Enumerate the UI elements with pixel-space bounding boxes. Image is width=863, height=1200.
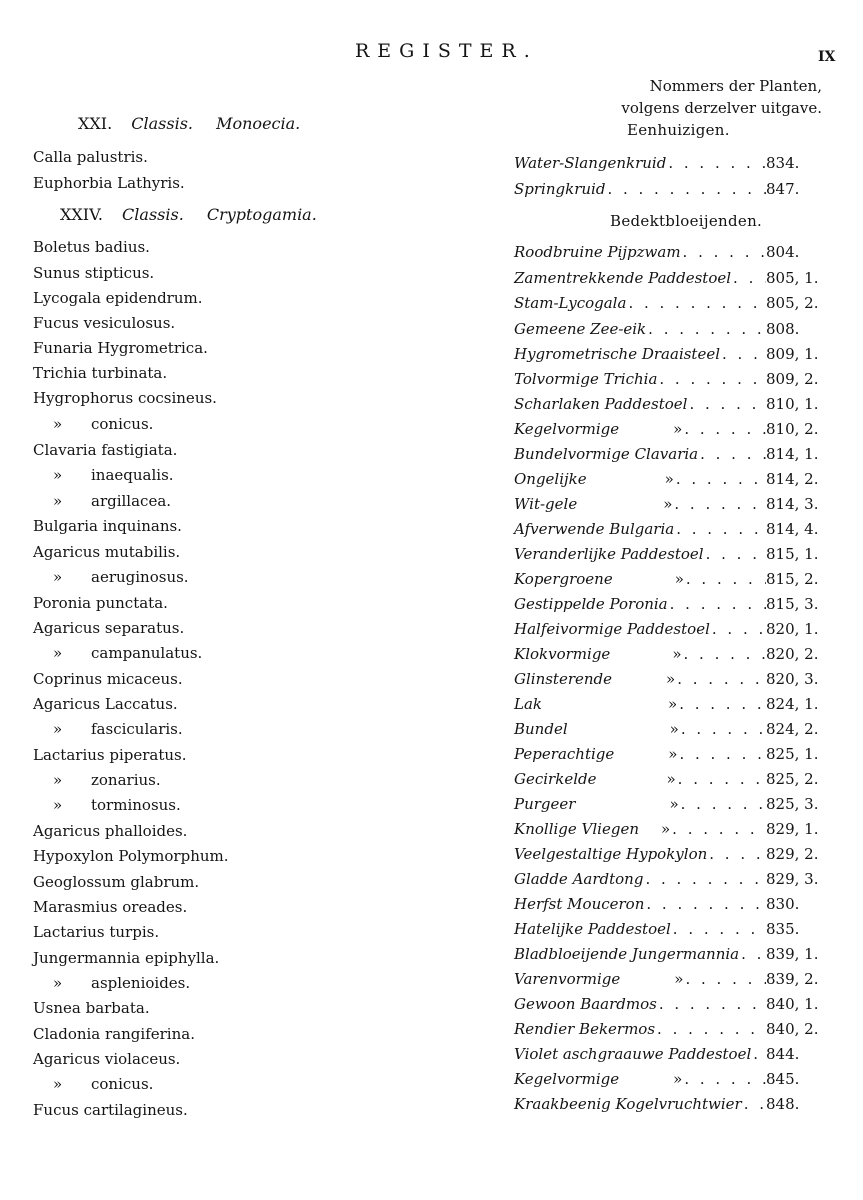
- dot-leader: [731, 267, 766, 289]
- plate-number: 815, 2.: [766, 570, 819, 588]
- latin-entry: [33, 972, 190, 994]
- latin-name: Boletus badius.: [33, 238, 150, 256]
- page-title: REGISTER.: [355, 40, 538, 62]
- dot-leader: [646, 318, 766, 340]
- latin-name: campanulatus.: [91, 644, 203, 662]
- dutch-entry: [514, 1068, 824, 1090]
- dot-leader: [674, 468, 766, 490]
- latin-entry: [33, 1048, 180, 1070]
- dutch-name: Bundel: [514, 720, 568, 738]
- column-heading-line2: volgens derzelver uitgave.: [621, 99, 822, 117]
- dutch-entry: [514, 893, 824, 915]
- plate-number: 829, 3.: [766, 870, 819, 888]
- dot-leader: [605, 178, 766, 200]
- latin-entry: [33, 769, 161, 791]
- dutch-name: Gestippelde Poronia: [514, 595, 668, 613]
- dutch-entry: [514, 1043, 824, 1065]
- dutch-name: Hygrometrische Draaisteel: [514, 345, 721, 363]
- ditto-mark: »: [53, 492, 63, 510]
- dot-leader: [674, 518, 766, 540]
- plate-number: 809, 1.: [766, 345, 819, 363]
- latin-entry: [33, 592, 168, 614]
- dutch-entry: [514, 468, 824, 490]
- dot-leader: [672, 493, 766, 515]
- latin-entry: [33, 490, 171, 512]
- section-roman: XXIV.: [60, 205, 103, 224]
- dutch-name: Herfst Mouceron: [514, 895, 645, 913]
- latin-name: Funaria Hygrometrica.: [33, 339, 208, 357]
- dutch-entry: [514, 768, 824, 790]
- dutch-name: Knollige Vliegen: [514, 820, 639, 838]
- latin-entry: [33, 1073, 153, 1095]
- subheading-bedektbloeijenden: Bedektbloeijenden.: [610, 212, 763, 230]
- ditto-mark: »: [53, 644, 63, 662]
- dutch-name: Kegelvormige: [514, 420, 620, 438]
- plate-number: 845.: [766, 1070, 800, 1088]
- latin-name: asplenioides.: [91, 974, 191, 992]
- dutch-entry: [514, 267, 824, 289]
- latin-name: Agaricus mutabilis.: [33, 543, 181, 561]
- section-name: Monoecia.: [216, 114, 301, 133]
- dutch-name: Wit-gele: [514, 495, 578, 513]
- dutch-name: Kraakbeenig Kogelvruchtwier: [514, 1095, 742, 1113]
- plate-number: 829, 1.: [766, 820, 819, 838]
- dutch-entry: [514, 178, 824, 200]
- dutch-name: Lak: [514, 695, 542, 713]
- dutch-entry: [514, 993, 824, 1015]
- dutch-entry: [514, 443, 824, 465]
- dot-leader: [742, 1093, 766, 1115]
- plate-number: 848.: [766, 1095, 800, 1113]
- dot-leader: [657, 368, 766, 390]
- latin-entry: [33, 312, 175, 334]
- ditto-mark: »: [668, 695, 678, 713]
- dot-leader: [681, 241, 766, 263]
- plate-number: 809, 2.: [766, 370, 819, 388]
- plate-number: 815, 1.: [766, 545, 819, 563]
- dot-leader: [704, 543, 766, 565]
- plate-number: 834.: [766, 154, 800, 172]
- latin-entry: [33, 236, 150, 258]
- dutch-name: Peperachtige: [514, 745, 615, 763]
- dutch-entry: [514, 1018, 824, 1040]
- latin-name: zonarius.: [91, 771, 161, 789]
- dutch-entry: [514, 918, 824, 940]
- ditto-mark: »: [53, 720, 63, 738]
- plate-number: 814, 3.: [766, 495, 819, 513]
- ditto-mark: »: [53, 415, 63, 433]
- dutch-entry: [514, 843, 824, 865]
- dutch-name: Klokvormige: [514, 645, 611, 663]
- ditto-mark: »: [674, 570, 684, 588]
- dot-leader: [643, 868, 766, 890]
- latin-entry: [33, 413, 153, 435]
- plate-number: 814, 1.: [766, 445, 819, 463]
- plate-number: 814, 4.: [766, 520, 819, 538]
- dutch-name: Glinsterende: [514, 670, 613, 688]
- latin-entry: [33, 387, 217, 409]
- plate-number: 824, 1.: [766, 695, 819, 713]
- latin-name: conicus.: [91, 415, 154, 433]
- latin-name: torminosus.: [91, 796, 181, 814]
- plate-number: 820, 1.: [766, 620, 819, 638]
- ditto-mark: »: [53, 974, 63, 992]
- dot-leader: [655, 1018, 766, 1040]
- dutch-name: Afverwende Bulgaria: [514, 520, 675, 538]
- dutch-entry: [514, 518, 824, 540]
- latin-name: Trichia turbinata.: [33, 364, 168, 382]
- dot-leader: [679, 793, 766, 815]
- dutch-name: Purgeer: [514, 795, 576, 813]
- dot-leader: [677, 693, 766, 715]
- dutch-entry: [514, 693, 824, 715]
- latin-name: Agaricus Laccatus.: [33, 695, 178, 713]
- dutch-entry: [514, 943, 824, 965]
- latin-entry: [33, 566, 189, 588]
- dot-leader: [683, 968, 766, 990]
- latin-entry: [33, 642, 202, 664]
- dutch-name: Varenvormige: [514, 970, 621, 988]
- latin-name: inaequalis.: [91, 466, 174, 484]
- ditto-mark: »: [53, 1075, 63, 1093]
- section-classis: Classis.: [122, 205, 184, 224]
- dutch-name: Veelgestaltige Hypokylon: [514, 845, 708, 863]
- ditto-mark: »: [673, 1070, 683, 1088]
- dot-leader: [682, 643, 767, 665]
- dutch-entry: [514, 368, 824, 390]
- dutch-name: Rendier Bekermos: [514, 1020, 656, 1038]
- dutch-entry: [514, 493, 824, 515]
- dutch-name: Bladbloeijende Jungermannia: [514, 945, 740, 963]
- latin-name: fascicularis.: [91, 720, 183, 738]
- plate-number: 839, 2.: [766, 970, 819, 988]
- dutch-entry: [514, 418, 824, 440]
- plate-number: 815, 3.: [766, 595, 819, 613]
- plate-number: 839, 1.: [766, 945, 819, 963]
- latin-entry: [33, 1099, 188, 1121]
- ditto-mark: »: [53, 796, 63, 814]
- dutch-entry: [514, 543, 824, 565]
- section-heading-cryptogamia: [60, 205, 317, 224]
- dutch-name: Ongelijke: [514, 470, 587, 488]
- latin-name: Marasmius oreades.: [33, 898, 188, 916]
- dutch-entry: [514, 793, 824, 815]
- dot-leader: [626, 292, 766, 314]
- latin-entry: [33, 1023, 195, 1045]
- latin-entry: [33, 744, 187, 766]
- dutch-name: Kopergroene: [514, 570, 613, 588]
- latin-entry: [33, 172, 185, 194]
- ditto-mark: »: [672, 645, 682, 663]
- dot-leader: [670, 818, 766, 840]
- dot-leader: [739, 943, 766, 965]
- plate-number: 805, 1.: [766, 269, 819, 287]
- plate-number: 820, 2.: [766, 645, 819, 663]
- latin-entry: [33, 287, 203, 309]
- dot-leader: [676, 768, 766, 790]
- dutch-entry: [514, 393, 824, 415]
- dot-leader: [671, 918, 766, 940]
- latin-name: Usnea barbata.: [33, 999, 150, 1017]
- ditto-mark: »: [664, 470, 674, 488]
- plate-number: 808.: [766, 320, 800, 338]
- latin-name: argillacea.: [91, 492, 172, 510]
- plate-number: 805, 2.: [766, 294, 819, 312]
- plate-number: 814, 2.: [766, 470, 819, 488]
- subheading-eenhuizigen: Eenhuizigen.: [627, 121, 730, 139]
- dot-leader: [720, 343, 766, 365]
- dot-leader: [657, 993, 766, 1015]
- ditto-mark: »: [53, 466, 63, 484]
- latin-entry: [33, 718, 183, 740]
- latin-entry: [33, 262, 154, 284]
- dutch-entry: [514, 318, 824, 340]
- plate-number: 825, 3.: [766, 795, 819, 813]
- plate-number: 830.: [766, 895, 800, 913]
- plate-number: 820, 3.: [766, 670, 819, 688]
- dutch-name: Veranderlijke Paddestoel: [514, 545, 704, 563]
- dot-leader: [682, 1068, 766, 1090]
- dutch-name: Halfeivormige Paddestoel: [514, 620, 710, 638]
- dot-leader: [677, 743, 766, 765]
- dot-leader: [710, 618, 766, 640]
- dutch-name: Gewoon Baardmos: [514, 995, 657, 1013]
- latin-name: Calla palustris.: [33, 148, 148, 166]
- ditto-mark: »: [674, 970, 684, 988]
- dutch-entry: [514, 818, 824, 840]
- latin-name: Agaricus separatus.: [33, 619, 185, 637]
- page-number: IX: [818, 49, 836, 65]
- dutch-entry: [514, 868, 824, 890]
- latin-name: Fucus vesiculosus.: [33, 314, 176, 332]
- latin-name: Hygrophorus cocsineus.: [33, 389, 217, 407]
- plate-number: 810, 2.: [766, 420, 819, 438]
- latin-entry: [33, 871, 199, 893]
- dutch-entry: [514, 668, 824, 690]
- latin-name: Agaricus violaceus.: [33, 1050, 181, 1068]
- dot-leader: [679, 718, 766, 740]
- ditto-mark: »: [53, 771, 63, 789]
- latin-entry: [33, 820, 187, 842]
- latin-name: Euphorbia Lathyris.: [33, 174, 185, 192]
- ditto-mark: »: [673, 420, 683, 438]
- dutch-name: Violet aschgraauwe Paddestoel: [514, 1045, 752, 1063]
- latin-entry: [33, 845, 229, 867]
- latin-entry: [33, 947, 219, 969]
- latin-entry: [33, 921, 159, 943]
- section-classis: Classis.: [131, 114, 194, 133]
- ditto-mark: »: [669, 720, 679, 738]
- dutch-entry: [514, 241, 824, 263]
- plate-number: 840, 1.: [766, 995, 819, 1013]
- dutch-entry: [514, 152, 824, 174]
- latin-entry: [33, 693, 178, 715]
- plate-number: 840, 2.: [766, 1020, 819, 1038]
- ditto-mark: »: [668, 745, 678, 763]
- dot-leader: [751, 1043, 766, 1065]
- dot-leader: [698, 443, 766, 465]
- latin-entry: [33, 997, 150, 1019]
- dutch-entry: [514, 618, 824, 640]
- dot-leader: [668, 593, 766, 615]
- latin-name: Fucus cartilagineus.: [33, 1101, 188, 1119]
- section-name: Cryptogamia.: [206, 205, 317, 224]
- dutch-name: Kegelvormige: [514, 1070, 620, 1088]
- dutch-name: Gemeene Zee-eik: [514, 320, 647, 338]
- dutch-name: Springkruid: [514, 180, 606, 198]
- dot-leader: [707, 843, 766, 865]
- latin-name: Jungermannia epiphylla.: [33, 949, 220, 967]
- latin-name: Cladonia rangiferina.: [33, 1025, 195, 1043]
- latin-name: Geoglossum glabrum.: [33, 873, 200, 891]
- section-roman: XXI.: [78, 114, 113, 133]
- dutch-name: Zamentrekkende Paddestoel: [514, 269, 732, 287]
- ditto-mark: »: [666, 770, 676, 788]
- latin-name: Lycogala epidendrum.: [33, 289, 203, 307]
- plate-number: 804.: [766, 243, 800, 261]
- dutch-entry: [514, 743, 824, 765]
- latin-name: Hypoxylon Polymorphum.: [33, 847, 229, 865]
- plate-number: 810, 1.: [766, 395, 819, 413]
- section-heading-monoecia: [78, 114, 300, 133]
- latin-entry: [33, 337, 208, 359]
- latin-name: Lactarius turpis.: [33, 923, 160, 941]
- latin-name: Clavaria fastigiata.: [33, 441, 178, 459]
- latin-entry: [33, 439, 177, 461]
- column-heading-line1: Nommers der Planten,: [649, 77, 822, 95]
- latin-entry: [33, 541, 180, 563]
- dutch-name: Gladde Aardtong: [514, 870, 644, 888]
- dutch-entry: [514, 643, 824, 665]
- dutch-name: Stam-Lycogala: [514, 294, 627, 312]
- dutch-name: Water-Slangenkruid: [514, 154, 667, 172]
- latin-name: Agaricus phalloides.: [33, 822, 188, 840]
- latin-entry: [33, 668, 183, 690]
- dot-leader: [687, 393, 766, 415]
- plate-number: 844.: [766, 1045, 800, 1063]
- ditto-mark: »: [660, 820, 671, 838]
- latin-name: Sunus stipticus.: [33, 264, 155, 282]
- dot-leader: [666, 152, 766, 174]
- dutch-entry: [514, 968, 824, 990]
- latin-name: Bulgaria inquinans.: [33, 517, 182, 535]
- dutch-name: Bundelvormige Clavaria: [514, 445, 699, 463]
- latin-entry: [33, 146, 148, 168]
- dutch-entry: [514, 1093, 824, 1115]
- dutch-entry: [514, 593, 824, 615]
- dot-leader: [682, 418, 766, 440]
- dutch-entry: [514, 568, 824, 590]
- plate-number: 835.: [766, 920, 800, 938]
- dot-leader: [644, 893, 766, 915]
- ditto-mark: »: [53, 568, 63, 586]
- ditto-mark: »: [666, 670, 676, 688]
- dutch-entry: [514, 718, 824, 740]
- latin-name: aeruginosus.: [91, 568, 189, 586]
- plate-number: 847.: [766, 180, 800, 198]
- dutch-name: Tolvormige Trichia: [514, 370, 658, 388]
- dot-leader: [684, 568, 766, 590]
- dot-leader: [675, 668, 766, 690]
- ditto-mark: »: [663, 495, 673, 513]
- latin-entry: [33, 896, 187, 918]
- latin-entry: [33, 794, 181, 816]
- latin-entry: [33, 362, 167, 384]
- latin-name: Coprinus micaceus.: [33, 670, 183, 688]
- plate-number: 825, 2.: [766, 770, 819, 788]
- latin-name: conicus.: [91, 1075, 154, 1093]
- dutch-name: Roodbruine Pijpzwam: [514, 243, 681, 261]
- latin-entry: [33, 464, 174, 486]
- plate-number: 824, 2.: [766, 720, 819, 738]
- ditto-mark: »: [669, 795, 679, 813]
- dutch-name: Gecirkelde: [514, 770, 597, 788]
- dutch-entry: [514, 343, 824, 365]
- dutch-name: Scharlaken Paddestoel: [514, 395, 688, 413]
- plate-number: 829, 2.: [766, 845, 819, 863]
- latin-name: Poronia punctata.: [33, 594, 168, 612]
- latin-entry: [33, 617, 184, 639]
- dutch-entry: [514, 292, 824, 314]
- dutch-name: Hatelijke Paddestoel: [514, 920, 671, 938]
- latin-name: Lactarius piperatus.: [33, 746, 187, 764]
- plate-number: 825, 1.: [766, 745, 819, 763]
- latin-entry: [33, 515, 182, 537]
